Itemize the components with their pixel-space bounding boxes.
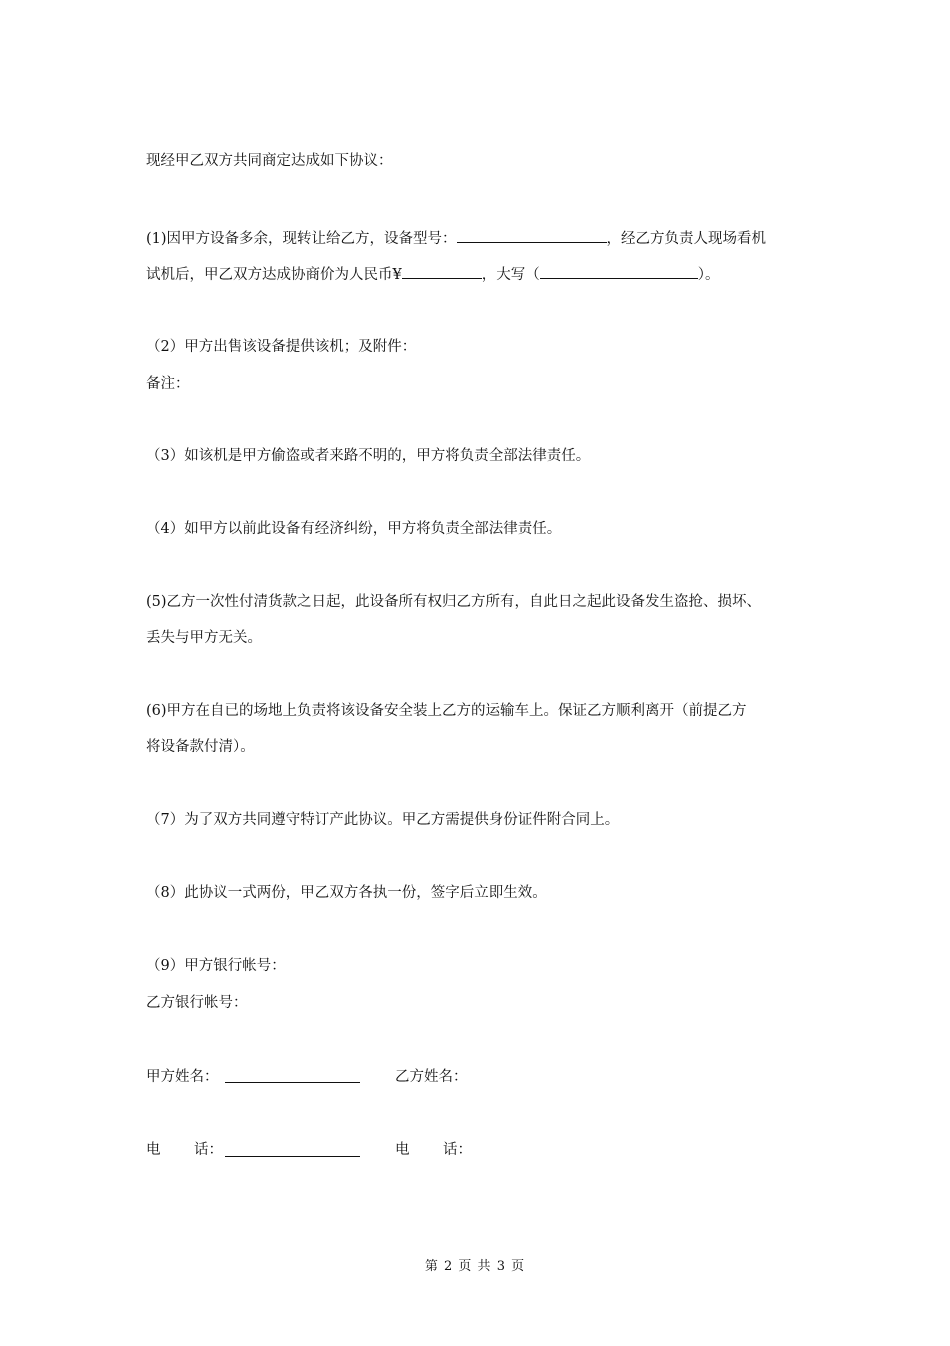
remark-label: 备注： <box>146 376 190 392</box>
party-b-bank-label: 乙方银行帐号： <box>146 995 248 1011</box>
clause-1-line-1 <box>146 228 766 249</box>
clause-4: （4）如甲方以前此设备有经济纠纷，甲方将负责全部法律责任。 <box>146 521 562 537</box>
clause-1-text-b: ，经乙方负责人现场看机 <box>606 231 767 247</box>
clause-1-text-c: 试机后，甲乙双方达成协商价为人民币¥ <box>146 267 402 283</box>
party-a-name-label: 甲方姓名： <box>146 1069 219 1085</box>
party-b-name-label: 乙方姓名： <box>395 1069 468 1085</box>
page-footer: 第 2 页 共 3 页 <box>424 1259 526 1274</box>
clause-1-text-a: (1)因甲方设备多余，现转让给乙方，设备型号： <box>146 231 457 247</box>
clause-5-line-2: 丢失与甲方无关。 <box>146 630 262 646</box>
clause-1-text-d: ，大写（ <box>481 267 540 283</box>
party-a-name-blank[interactable] <box>225 1081 360 1083</box>
clause-2: （2）甲方出售该设备提供该机；及附件： <box>146 339 417 355</box>
clause-7: （7）为了双方共同遵守特订产此协议。甲乙方需提供身份证件附合同上。 <box>146 812 620 828</box>
clause-5-line-1: (5)乙方一次性付清货款之日起，此设备所有权归乙方所有，自此日之起此设备发生盗抢、损坏、 <box>146 594 762 610</box>
device-model-blank[interactable] <box>457 228 607 243</box>
intro-text: 现经甲乙双方共同商定达成如下协议： <box>146 153 393 169</box>
clause-6-line-1: (6)甲方在自已的场地上负责将该设备安全装上乙方的运输车上。保证乙方顺利离开（前提乙方 <box>146 703 747 719</box>
clause-1-line-2 <box>146 264 719 285</box>
price-blank[interactable] <box>402 264 482 279</box>
clause-1-text-e: ）。 <box>697 267 720 283</box>
party-a-phone-label-1: 电 <box>146 1142 161 1158</box>
party-a-phone-blank[interactable] <box>225 1155 360 1157</box>
party-b-phone-label-2: 话： <box>443 1142 472 1158</box>
party-b-phone-label-1: 电 <box>395 1142 410 1158</box>
price-words-blank[interactable] <box>540 264 698 279</box>
party-a-phone-label-2: 话： <box>194 1142 223 1158</box>
clause-8: （8）此协议一式两份，甲乙双方各执一份，签字后立即生效。 <box>146 885 547 901</box>
clause-6-line-2: 将设备款付清）。 <box>146 739 255 755</box>
clause-9: （9）甲方银行帐号： <box>146 958 286 974</box>
clause-3: （3）如该机是甲方偷盗或者来路不明的，甲方将负责全部法律责任。 <box>146 448 591 464</box>
